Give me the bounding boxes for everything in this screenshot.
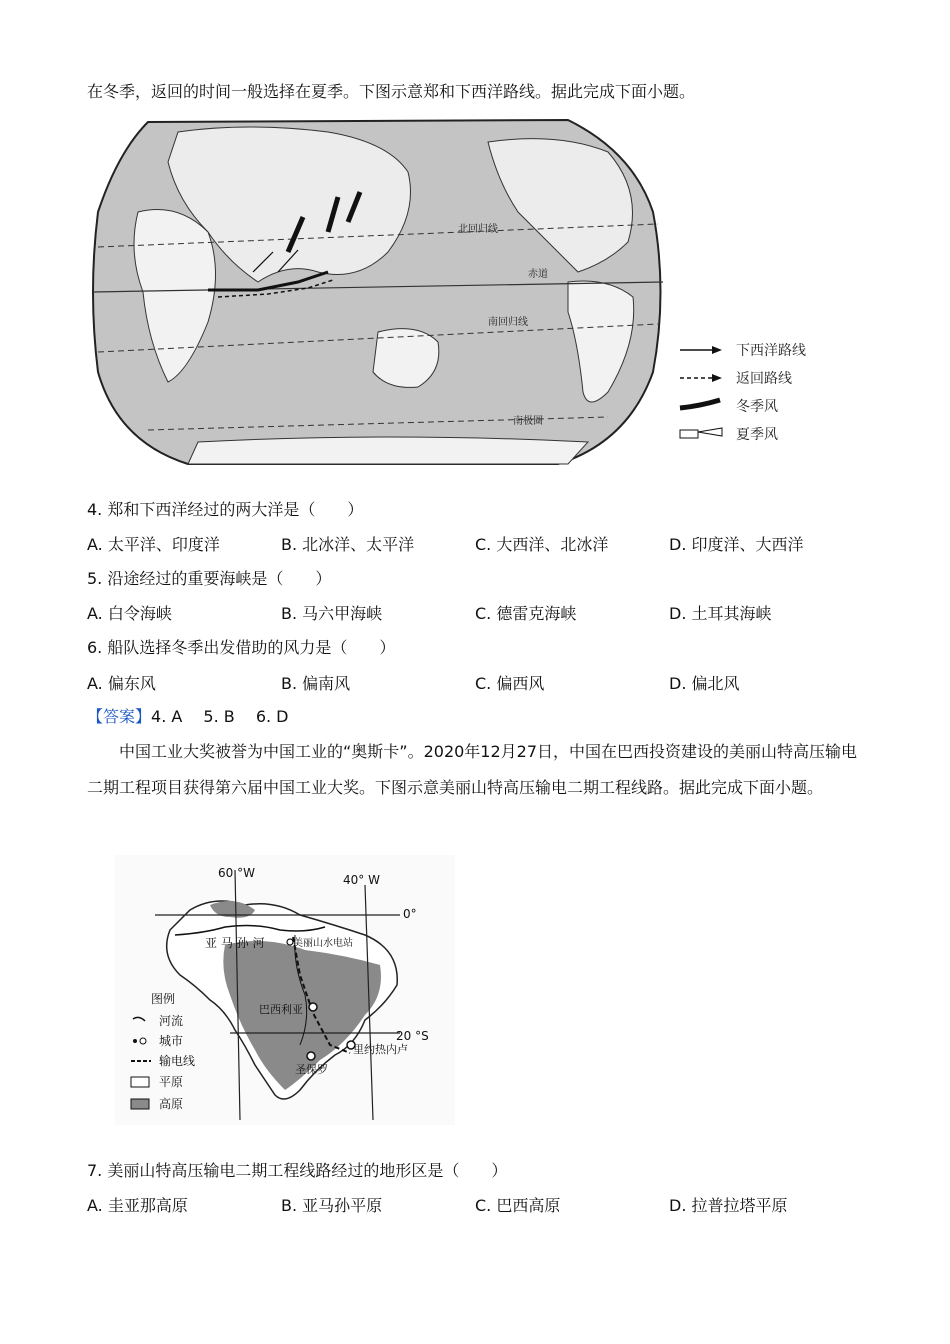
q6-option-c[interactable]: C. 偏西风 (475, 674, 545, 693)
legend-plain: 平原 (159, 1075, 184, 1089)
question-4-stem: 4. 郑和下西洋经过的两大洋是（ ） (87, 500, 364, 519)
legend-title: 图例 (151, 992, 176, 1006)
intro-text: 在冬季，返回的时间一般选择在夏季。下图示意郑和下西洋路线。据此完成下面小题。 (87, 82, 696, 101)
label-brasilia: 巴西利亚 (259, 1003, 303, 1016)
label-tropic-cancer: 北回归线 (458, 224, 498, 235)
label-0deg: 0° (403, 907, 417, 921)
answer-line (87, 707, 289, 727)
legend-summer-monsoon: 夏季风 (736, 427, 778, 443)
q5-option-c[interactable]: C. 德雷克海峡 (475, 604, 577, 623)
label-60w: 60 °W (218, 866, 255, 880)
label-equator: 赤道 (528, 269, 548, 280)
saopaulo-marker (307, 1052, 315, 1060)
answer-text: 4. A 5. B 6. D (151, 707, 289, 726)
passage-2: 中国工业大奖被誉为中国工业的“奥斯卡”。2020年12月27日，中国在巴西投资建设的美丽山特高压输电二期工程项目获得第六届中国工业大奖。下图示意美丽山特高压输电二期工程线路。据此完成下面小题。 (87, 742, 858, 797)
q5-option-b[interactable]: B. 马六甲海峡 (281, 604, 383, 623)
question-7-stem: 7. 美丽山特高压输电二期工程线路经过的地形区是（ ） (87, 1161, 508, 1180)
label-rio: 里约热内卢 (353, 1043, 408, 1056)
q6-option-d[interactable]: D. 偏北风 (669, 674, 740, 693)
legend-return: 返回路线 (736, 371, 792, 387)
antarctica-landmass (188, 437, 588, 464)
label-20s: 20 °S (396, 1029, 429, 1043)
q7-option-a[interactable]: A. 圭亚那高原 (87, 1196, 188, 1215)
answer-tag: 【答案】 (87, 707, 152, 726)
q5-option-d[interactable]: D. 土耳其海峡 (669, 604, 772, 623)
q6-option-a[interactable]: A. 偏东风 (87, 674, 156, 693)
legend-winter-monsoon: 冬季风 (736, 399, 778, 415)
zhenghe-route-map (88, 112, 868, 472)
label-tropic-capricorn: 南回归线 (488, 317, 528, 328)
legend-outbound: 下西洋路线 (736, 343, 806, 359)
brasilia-marker (309, 1003, 317, 1011)
legend-powerline: 输电线 (159, 1054, 196, 1068)
question-5-stem: 5. 沿途经过的重要海峡是（ ） (87, 569, 332, 588)
q4-option-d[interactable]: D. 印度洋、大西洋 (669, 535, 804, 554)
legend-city: 城市 (159, 1034, 184, 1048)
legend-plateau: 高原 (159, 1097, 184, 1111)
q4-option-c[interactable]: C. 大西洋、北冰洋 (475, 535, 609, 554)
label-saopaulo: 圣保罗 (295, 1063, 328, 1076)
label-antarctic-circle: 南极圈 (513, 416, 543, 427)
q7-option-c[interactable]: C. 巴西高原 (475, 1196, 561, 1215)
q7-option-d[interactable]: D. 拉普拉塔平原 (669, 1196, 788, 1215)
label-40w: 40° W (343, 873, 380, 887)
q7-option-b[interactable]: B. 亚马孙平原 (281, 1196, 383, 1215)
q4-option-b[interactable]: B. 北冰洋、太平洋 (281, 535, 415, 554)
map1-legend (680, 342, 806, 443)
q5-option-a[interactable]: A. 白令海峡 (87, 604, 172, 623)
question-6-stem: 6. 船队选择冬季出发借助的风力是（ ） (87, 638, 396, 657)
q6-option-b[interactable]: B. 偏南风 (281, 674, 351, 693)
label-amazon: 亚 马 孙 河 (205, 936, 265, 950)
belo-monte-transmission-map (115, 855, 455, 1125)
legend-river: 河流 (159, 1014, 184, 1028)
label-station: 美丽山水电站 (293, 938, 353, 949)
q4-option-a[interactable]: A. 太平洋、印度洋 (87, 535, 220, 554)
